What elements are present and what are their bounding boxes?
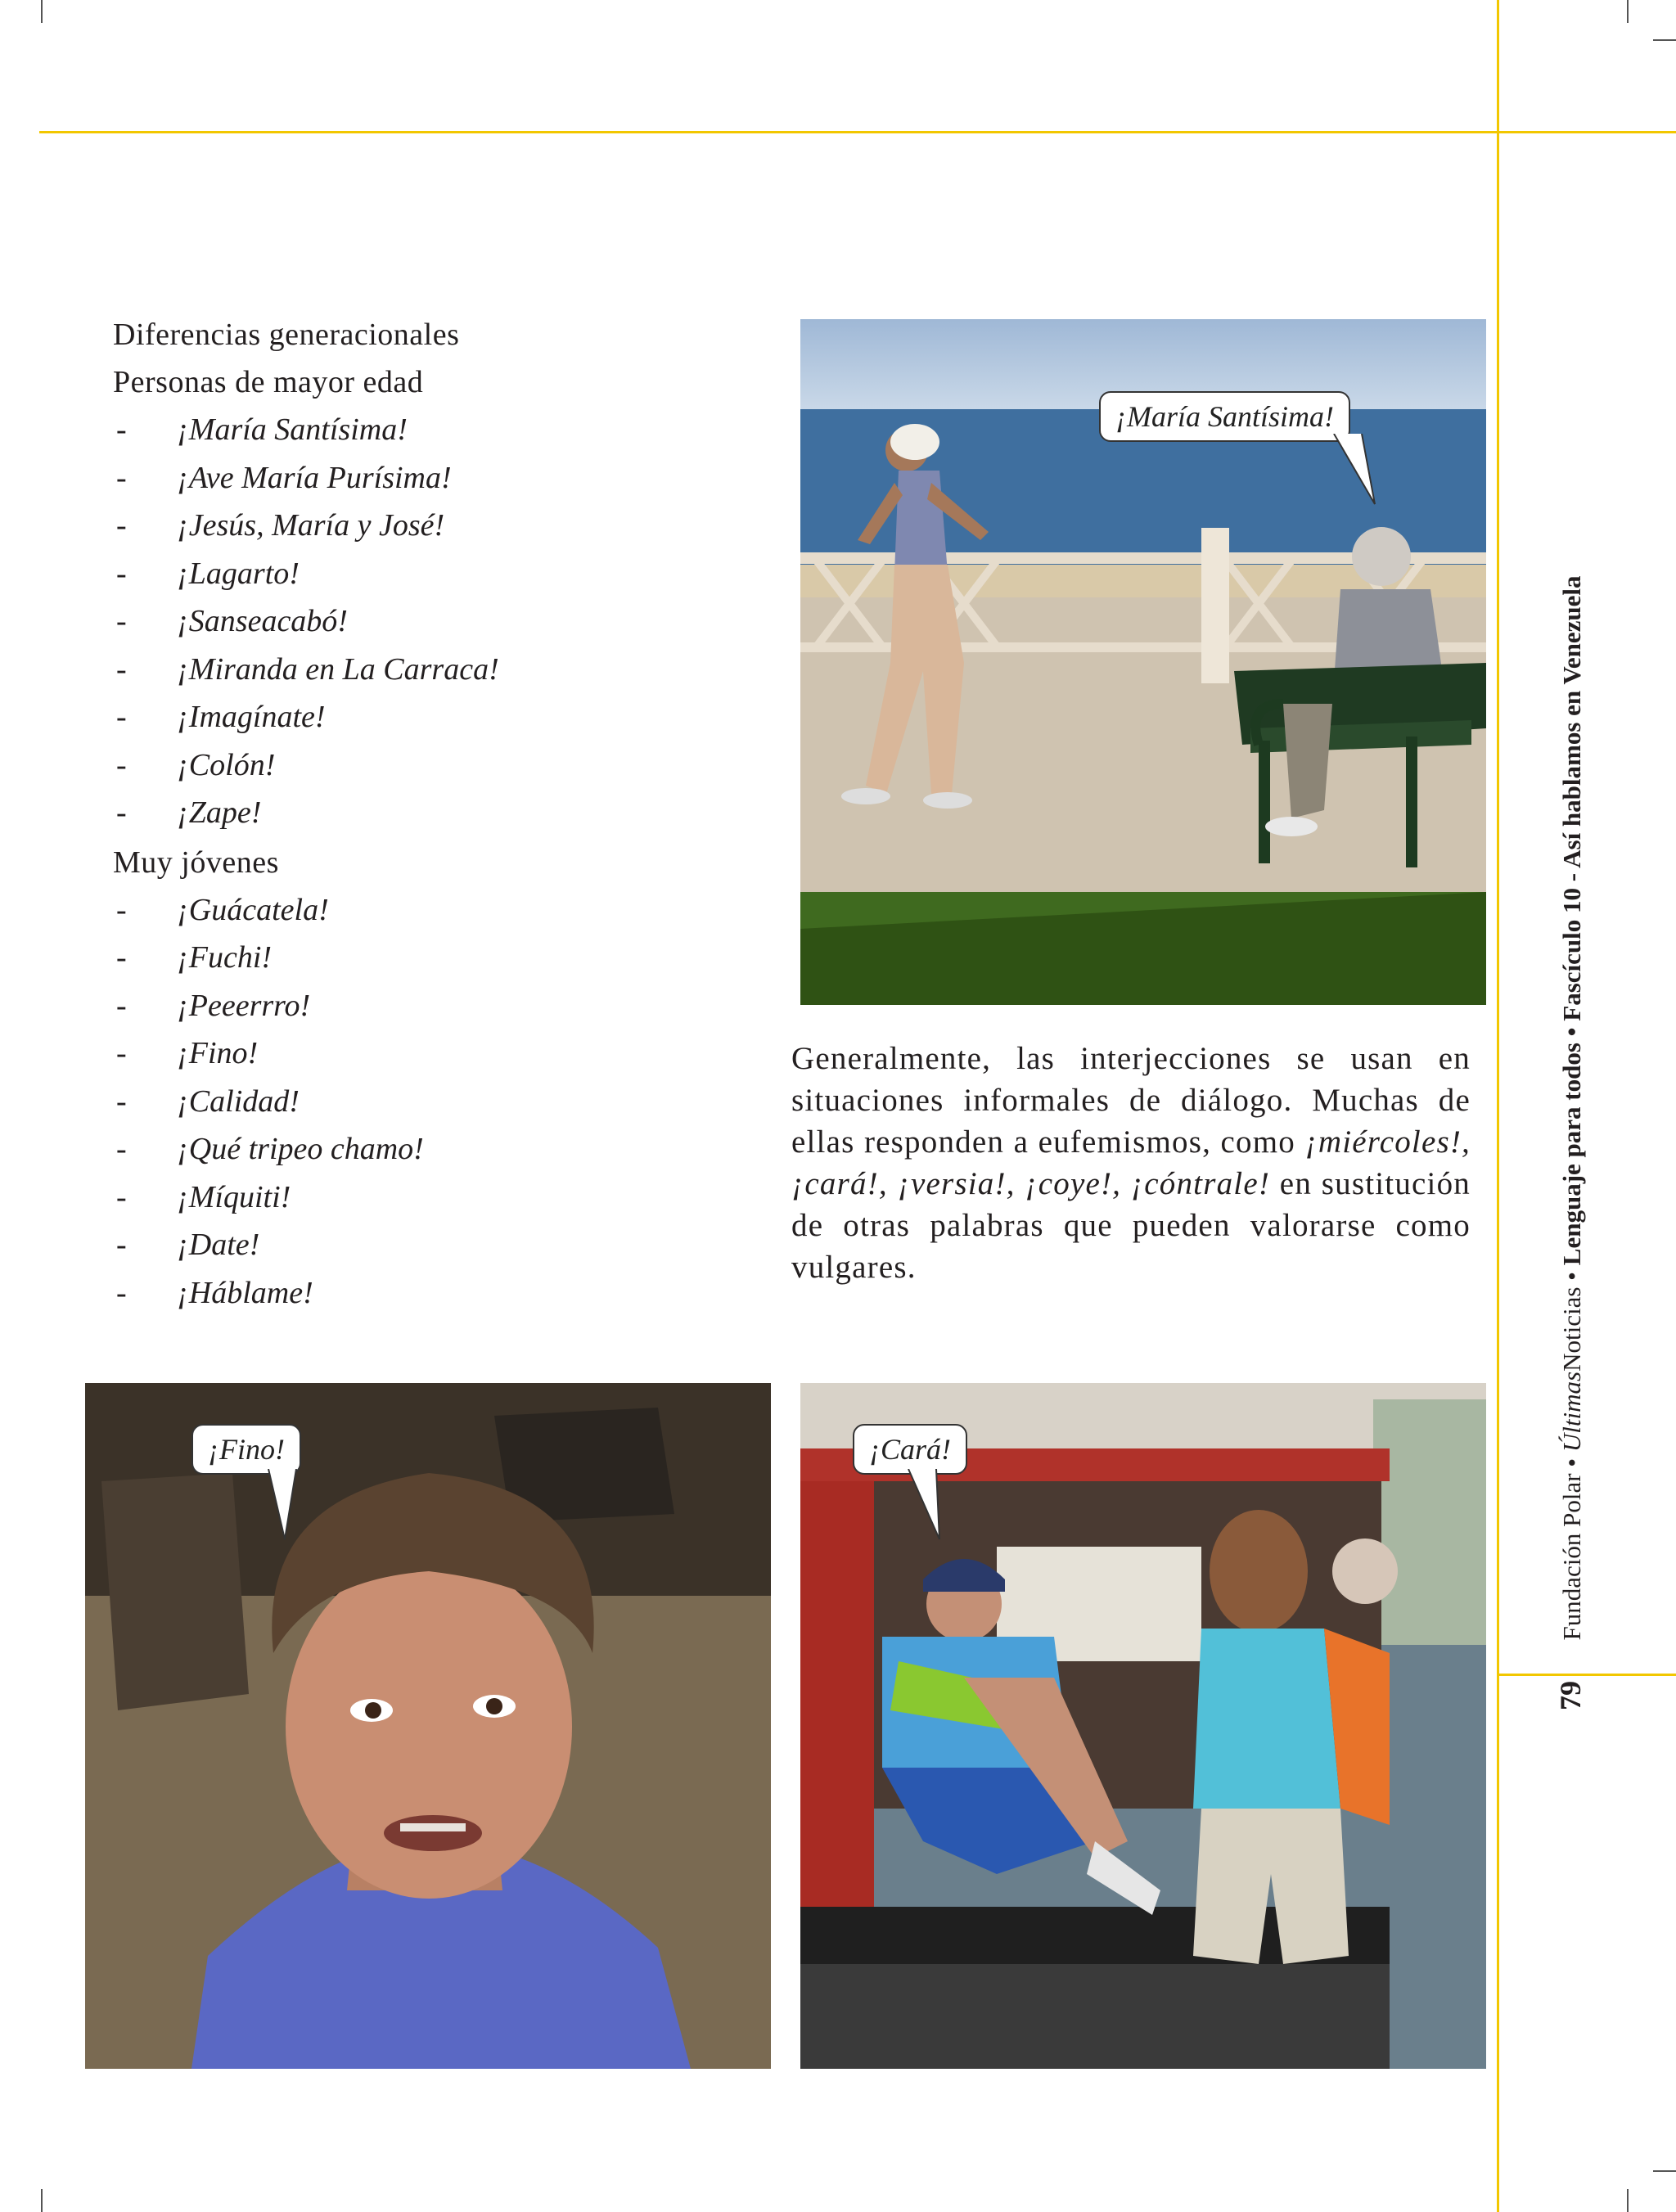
paragraph-text-2: en sustitución de otras palabras que pueden valorarse como vulgares.: [791, 1166, 1471, 1285]
series-title: Lenguaje para todos •: [1557, 1027, 1586, 1266]
paragraph-text-1: Generalmente, las interjecciones se usan en situaciones informales de diálogo. Muchas de ellas responden a eufemismos, como: [791, 1041, 1471, 1160]
list-item: [113, 982, 784, 1030]
list-item: [113, 597, 784, 646]
interjection-text: ¡Háblame!: [177, 1275, 313, 1310]
bubble-tail: [267, 1469, 316, 1543]
list-item: [113, 646, 784, 694]
top-rule: [39, 131, 1676, 133]
crop-mark: [41, 2189, 43, 2212]
list-item: [113, 934, 784, 982]
list-item: [113, 550, 784, 598]
interjection-text: ¡Fuchi!: [177, 940, 273, 975]
interjection-text: ¡María Santísima!: [177, 412, 408, 447]
list-item: [113, 502, 784, 550]
crop-mark: [1627, 0, 1629, 23]
interjection-text: ¡Zape!: [177, 795, 262, 830]
list-item: [113, 454, 784, 502]
crop-mark: [1653, 2170, 1676, 2172]
interjection-list: [113, 311, 784, 1317]
photo-boy: [85, 1383, 771, 2069]
speech-bubble: ¡María Santísima!: [1099, 391, 1350, 442]
list-item: [113, 741, 784, 790]
list-item: [113, 1078, 784, 1126]
paragraph-italic-examples: ¡miércoles!, ¡cará!, ¡versia!, ¡coye!, ¡cóntrale!: [791, 1124, 1471, 1201]
interjection-text: ¡Date!: [177, 1228, 260, 1262]
crop-mark: [1627, 2189, 1629, 2212]
side-rule: [1497, 0, 1499, 2212]
list-dash: -: [116, 700, 127, 734]
list-dash: -: [116, 1179, 127, 1214]
list-dash: -: [116, 988, 127, 1023]
crop-mark: [41, 0, 43, 23]
interjection-text: ¡Miranda en La Carraca!: [177, 651, 499, 687]
list-item: [113, 1125, 784, 1174]
list-dash: -: [116, 460, 127, 495]
interjection-text: ¡Sanseacabó!: [177, 604, 348, 638]
list-dash: -: [116, 747, 127, 782]
issue-title: Fascículo 10 - Así hablamos en Venezuela: [1557, 575, 1586, 1021]
body-paragraph: [791, 1038, 1471, 1288]
list-item: [113, 1174, 784, 1222]
list-dash: -: [116, 795, 127, 830]
list-dash: -: [116, 1132, 127, 1166]
interjection-text: ¡Calidad!: [177, 1083, 300, 1119]
brand-rest: Noticias •: [1557, 1271, 1586, 1372]
list-dash: -: [116, 651, 127, 687]
list-dash: -: [116, 412, 127, 447]
older-list: [113, 406, 784, 837]
list-dash: -: [116, 1228, 127, 1262]
bubble-tail: [1332, 434, 1381, 507]
list-dash: -: [116, 940, 127, 975]
list-dash: -: [116, 1036, 127, 1070]
interjection-text: ¡Guácatela!: [177, 892, 329, 927]
interjection-text: ¡Míquiti!: [177, 1179, 291, 1214]
list-dash: -: [116, 508, 127, 543]
list-dash: -: [116, 892, 127, 927]
list-dash: -: [116, 1275, 127, 1310]
list-dash: -: [116, 604, 127, 638]
list-item: [113, 1221, 784, 1269]
photo-jogger-bench: [800, 319, 1486, 1005]
young-list: [113, 886, 784, 1318]
list-item: [113, 789, 784, 837]
list-item: [113, 1269, 784, 1318]
page-number: 79: [1554, 1681, 1587, 1710]
list-item: [113, 886, 784, 935]
speech-bubble: ¡Fino!: [191, 1424, 301, 1475]
list-dash: -: [116, 1083, 127, 1119]
list-item: [113, 1029, 784, 1078]
bubble-tail: [907, 1469, 956, 1543]
interjection-text: ¡Peeerrro!: [177, 988, 311, 1023]
list-item: [113, 406, 784, 454]
speech-bubble: ¡Cará!: [853, 1424, 967, 1475]
list-dash: -: [116, 556, 127, 591]
interjection-text: ¡Qué tripeo chamo!: [177, 1132, 424, 1166]
subheading-young: Muy jóvenes: [113, 845, 279, 880]
interjection-text: ¡Jesús, María y José!: [177, 508, 445, 543]
photo-cyclist: [800, 1383, 1486, 2069]
interjection-text: ¡Ave María Purísima!: [177, 460, 452, 495]
section-heading: Diferencias generacionales: [113, 318, 460, 352]
list-item: [113, 693, 784, 741]
crop-mark: [1653, 39, 1676, 41]
interjection-text: ¡Imagínate!: [177, 700, 326, 734]
interjection-text: ¡Fino!: [177, 1036, 259, 1070]
interjection-text: ¡Colón!: [177, 747, 276, 782]
publisher: Fundación Polar •: [1557, 1457, 1586, 1641]
brand-italic: Últimas: [1557, 1371, 1586, 1453]
subheading-older: Personas de mayor edad: [113, 365, 424, 399]
interjection-text: ¡Lagarto!: [177, 556, 300, 591]
side-caption: [1553, 575, 1588, 1710]
